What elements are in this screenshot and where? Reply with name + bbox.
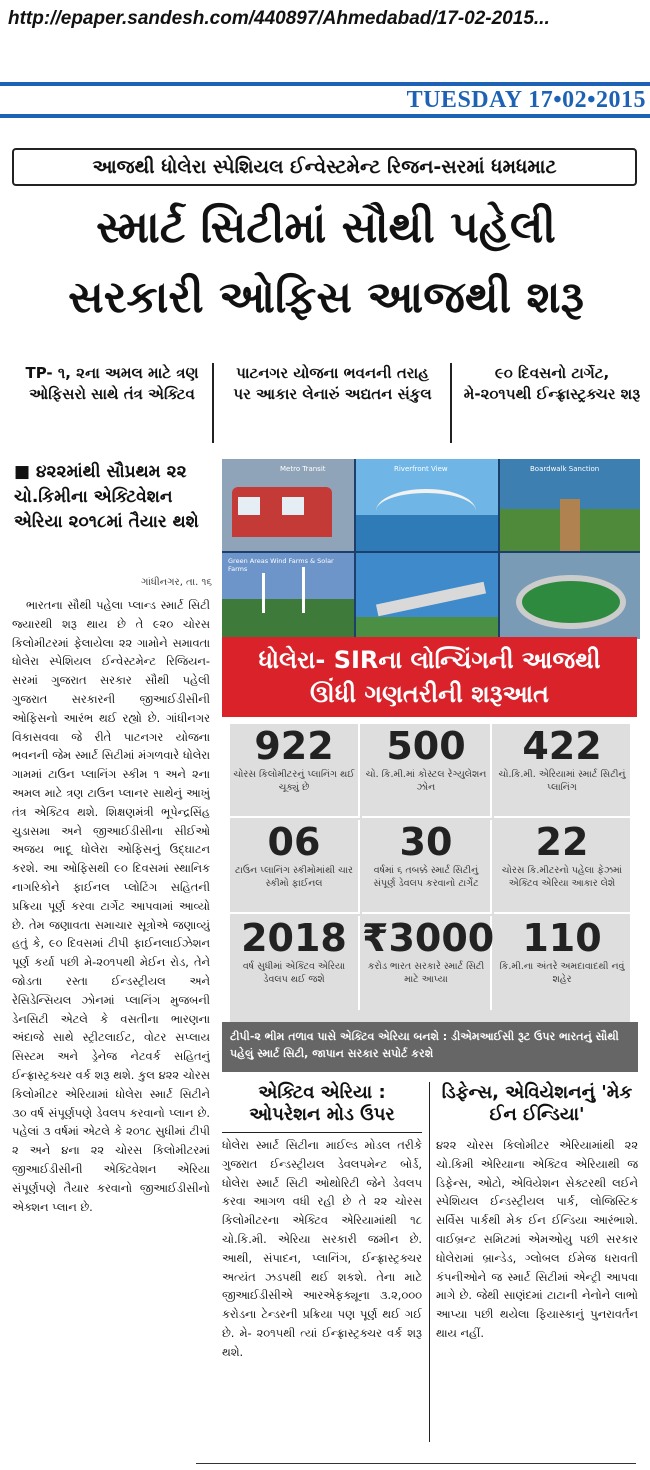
bridge-arch <box>376 489 476 533</box>
stat-label: ચો. કિ.મી.માં કોસ્ટલ રેગ્યુલેશન ઝોન <box>365 769 487 793</box>
grass <box>222 599 354 639</box>
photo-metro <box>222 459 354 551</box>
stat-label: ચો.કિ.મી. એરિયામાં સ્માર્ટ સિટીનું પ્લાનિંગ <box>498 769 626 793</box>
stat-number: 110 <box>522 916 602 960</box>
stat-cell <box>494 724 630 818</box>
divider <box>450 363 452 443</box>
boardwalk-path <box>560 499 580 551</box>
subhead-2: પાટનગર યોજના ભવનની તરાહ પર આકાર લેનારું અદ્યતન સંકુલ <box>233 364 432 403</box>
stat-number: 06 <box>267 820 321 864</box>
bottom-rule <box>196 1463 636 1464</box>
road <box>376 582 486 617</box>
headline-line-1: સ્માર્ટ સિટીમાં સૌથી પહેલી <box>96 202 556 253</box>
photo-highway <box>356 553 498 639</box>
headline-banner <box>222 637 637 717</box>
divider <box>222 1132 422 1133</box>
stat-label: ચોરસ કિ.મીટરનો પહેલા ફેઝમાં એક્ટિવ એરિયા આકાર લેશે <box>501 865 623 889</box>
photo-label: Green Areas Wind Farms & Solar Farms <box>228 557 334 573</box>
divider <box>429 1082 430 1442</box>
photo-label: Riverfront View <box>394 465 448 473</box>
stat-label: વર્ષમાં ૬ તબક્કે સ્માર્ટ સિટીનું સંપૂર્ણ ડેવલપ કરવાનો ટાર્ગેટ <box>373 865 479 889</box>
photo-stadium <box>500 553 640 639</box>
stat-cell <box>494 916 630 1010</box>
kicker: આજથી ધોલેરા સ્પેશિયલ ઈન્વેસ્ટમેન્ટ રિજન-સરમાં ધમધમાટ <box>12 148 637 186</box>
photo-green-areas <box>222 553 354 639</box>
right-column-body: ૪૨૨ ચોરસ કિલોમીટર એરિયામાંથી ૨૨ ચો.કિમી એરિયાના એક્ટિવ એરિયાથી જ ડિફેન્સ, ઓટો, એવિયેશન સેક્ટરથી લઈને સ્પેશિયલ ઈન્ડસ્ટ્રીયલ પાર્ક, લોજિસ્ટિક સર્વિસ પાર્કથી મેક ઈન ઈન્ડિયા આરંભાશે. વાઈબ્રન્ટ સમિટમાં એમઓયુ પછી સરકાર ધોલેરામાં બ્રાન્ડેડ, ગ્લોબલ ઈમેજ ધરાવતી કંપનીઓને જ સ્માર્ટ સિટીમાં એન્ટ્રી આપવા માગે છે. જેથી સાણંદમાં ટાટાની નેનોને લાભો આપ્યા પછી થયેલા ફિયાસ્કાનું પુનરાવર્તન થાય નહીં. <box>436 1138 638 1340</box>
stat-label: ચોરસ કિલોમીટરનું પ્લાનિંગ થઈ ચૂક્યું છે <box>233 769 355 793</box>
stat-number: 422 <box>522 724 602 768</box>
middle-column <box>222 1082 422 1456</box>
stat-cell <box>230 724 360 818</box>
headline-line-2: સરકારી ઓફિસ આજથી શરૂ <box>68 272 584 323</box>
photo-riverfront <box>356 459 498 551</box>
stat-number: 22 <box>535 820 589 864</box>
bullet-point: ■ ૪૨૨માંથી સૌપ્રથમ ૨૨ ચો.કિમીના એક્ટિવેશન એરિયા ૨૦૧૮માં તૈયાર થશે <box>14 462 199 532</box>
middle-column-body: ધોલેરા સ્માર્ટ સિટીના માઈલ્ડ મોડલ તરીકે ગુજરાત ઈન્ડસ્ટ્રીયલ ડેવલપમેન્ટ બોર્ડ, ધોલેરા સ્માર્ટ સિટી ઓથોરિટી જેને ડેવલપ કરવા આગળ વધી રહી છે તે ૨૨ ચોરસ કિલોમીટરના એક્ટિવ એરિયામાંથી ૧૮ ચો.કિ.મી. એરિયા સરકારી જમીન છે. આથી, સંપાદન, પ્લાનિંગ, ઈન્ફ્રાસ્ટ્રક્ચર અત્યંત ઝડપથી થઈ શકશે. તેના માટે જીઆઈડીસીએ આરએફક્યૂના ૩.૨,૦૦૦ કરોડના ટેન્ડરની પ્રક્રિયા પણ પૂર્ણ થઈ ગઈ છે. મે- ૨૦૧૫થી ત્યાં ઈન્ફ્રાસ્ટ્રક્ચર વર્ક શરૂ થશે. <box>222 1138 422 1359</box>
divider <box>212 363 214 443</box>
stat-number: 30 <box>399 820 453 864</box>
right-column <box>436 1082 638 1456</box>
wind-turbine <box>262 573 265 613</box>
middle-column-heading: એક્ટિવ એરિયા : ઓપરેશન મોડ ઉપર <box>249 1082 395 1125</box>
train-window <box>238 497 260 515</box>
source-url: http://epaper.sandesh.com/440897/Ahmedabad/17-02-2015... <box>8 8 550 29</box>
stats-grid <box>230 724 630 1024</box>
subhead-1: TP- ૧, ૨ના અમલ માટે ત્રણ ઓફિસરો સાથે તંત્ર એક્ટિવ <box>25 364 199 403</box>
stat-label: કિ.મી.ના અંતરે અમદાવાદથી નવું શહેર <box>499 961 625 985</box>
grass <box>356 617 498 639</box>
stat-cell <box>362 724 492 818</box>
photo-boardwalk <box>500 459 640 551</box>
stat-label: કરોડ ભારત સરકારે સ્માર્ટ સિટી માટે આપ્યા <box>367 961 485 985</box>
stat-label: વર્ષ સુધીમાં એક્ટિવ એરિયા ડેવલપ થઈ જશે <box>242 961 346 985</box>
info-bar: ટીપી-૨ ભીમ તળાવ પાસે એક્ટિવ એરિયા બનશે : ડીએમઆઈસી રૂટ ઉપર ભારતનું સૌથી પહેલું સ્માર્ટ સિટી, જાપાન સરકાર સપોર્ટ કરશે <box>222 1022 638 1072</box>
left-column-body: ભારતના સૌથી પહેલા પ્લાન્ડ સ્માર્ટ સિટી જ્યારથી શરૂ થાય છે તે ૯૨૦ ચોરસ કિલોમીટરમાં ફેલાયેલા ૨૨ ગામોને સમાવતા ધોલેરા સ્પેશિયલ ઈન્વેસ્ટમેન્ટ રિજિયન-સરમાં ગુજરાત સરકાર સૌથી પહેલી ગુજરાત સરકારની જીઆઈડીસીની ઓફિસનો આરંભ થઈ રહ્યો છે. ગાંધીનગર વિકાસવવા જે રીતે પાટનગર યોજના ભવનની જેમ સ્માર્ટ સિટીમાં મંગળવારે ધોલેરા ગામમાં ટાઉન પ્લાનિંગ સ્કીમ ૧ અને ૨ના અમલ માટે ત્રણ ટાઉન પ્લાનર સાથેનું આખું તંત્ર એક્ટિવ થશે. શિક્ષણમંત્રી ભૂપેન્દ્રસિંહ ચુડાસમા અને જીઆઈડીસીના સીઈઓ અજય ભાદૂ ધોલેરા ઓફિસનું ઉદ્ઘાટન કરશે. આ ઓફિસથી ૯૦ દિવસમાં સ્થાનિક નાગરિકોને ફાઈનલ પ્લોટિંગ સહિતની પ્રક્રિયા પૂર્ણ કરવા ટાર્ગેટ આપવામાં આવ્યો છે. તેમ જણાવતા સમાચાર સૂત્રોએ જણાવ્યું હતું કે, ૯૦ દિવસમાં ટીપી ફાઈનલાઈઝેશન પૂર્ણ કર્યા પછી મે-૨૦૧૫થી મેઈન રોડ, તેને જોડતા રસ્તા ઈન્ડસ્ટ્રીયલ અને રેસિડેન્સિયલ ઝોનમાં પ્લાનિંગ મુજબની ડેનસિટી એટલે કે વસતીના ભારણના અંદાજે સાથે સ્ટ્રીટલાઈટ, વોટર સપ્લાય સિસ્ટમ અને ડ્રેનેજ નેટવર્ક સહિતનું ઈન્ફ્રાસ્ટ્રક્ચર વર્ક શરૂ થશે. કુલ ૪૨૨ ચોરસ કિલોમીટર એરિયામાં ધોલેરા સ્માર્ટ સિટીને ૩૦ વર્ષ સંપૂર્ણપણે ડેવલપ કરવાનો પ્લાન છે. પહેલાં ૩ વર્ષમાં એટલે કે ૨૦૧૮ સુધીમાં ટીપી ૨ અને ૪ના ૨૨ ચોરસ કિલોમીટરમાં જીઆઈડીસીની એક્ટિવેશન એરિયા સંપૂર્ણપણે તૈયાર કરવાનો જીઆઈડીસીનો એક્શન પ્લાન છે. <box>12 598 210 1214</box>
stat-cell <box>230 820 360 914</box>
stat-cell <box>362 820 492 914</box>
photo-label: Boardwalk Sanction <box>530 465 600 473</box>
wind-turbine <box>302 567 305 613</box>
stat-cell <box>494 820 630 914</box>
stat-cell <box>230 916 360 1010</box>
stadium-field <box>516 575 626 629</box>
banner-text: ધોલેરા- SIRના લોન્ચિંગની આજથી ઊંધી ગણતરીની શરૂઆત <box>258 646 601 708</box>
date-bar-inner <box>0 86 650 114</box>
right-column-heading: ડિફેન્સ, એવિયેશનનું 'મેક ઈન ઈન્ડિયા' <box>441 1082 633 1125</box>
issue-date: TUESDAY 17•02•2015 <box>406 87 646 113</box>
date-bar <box>0 82 650 118</box>
train-window <box>282 497 304 515</box>
photo-label: Metro Transit <box>280 465 326 473</box>
stat-label: ટાઉન પ્લાનિંગ સ્કીમોમાંથી ચાર સ્કીમો ફાઈનલ <box>235 865 353 889</box>
photo-collage <box>222 459 640 639</box>
stat-number: ₹3000 <box>362 916 495 960</box>
stat-number: 2018 <box>241 916 347 960</box>
stat-number: 922 <box>254 724 334 768</box>
subhead-3: ૯૦ દિવસનો ટાર્ગેટ, મે-૨૦૧૫થી ઈન્ફ્રાસ્ટ્રક્ચર શરૂ <box>463 364 641 403</box>
stat-number: 500 <box>386 724 466 768</box>
dateline: ગાંધીનગર, તા. ૧૬ <box>141 577 212 588</box>
stat-cell <box>362 916 495 1010</box>
